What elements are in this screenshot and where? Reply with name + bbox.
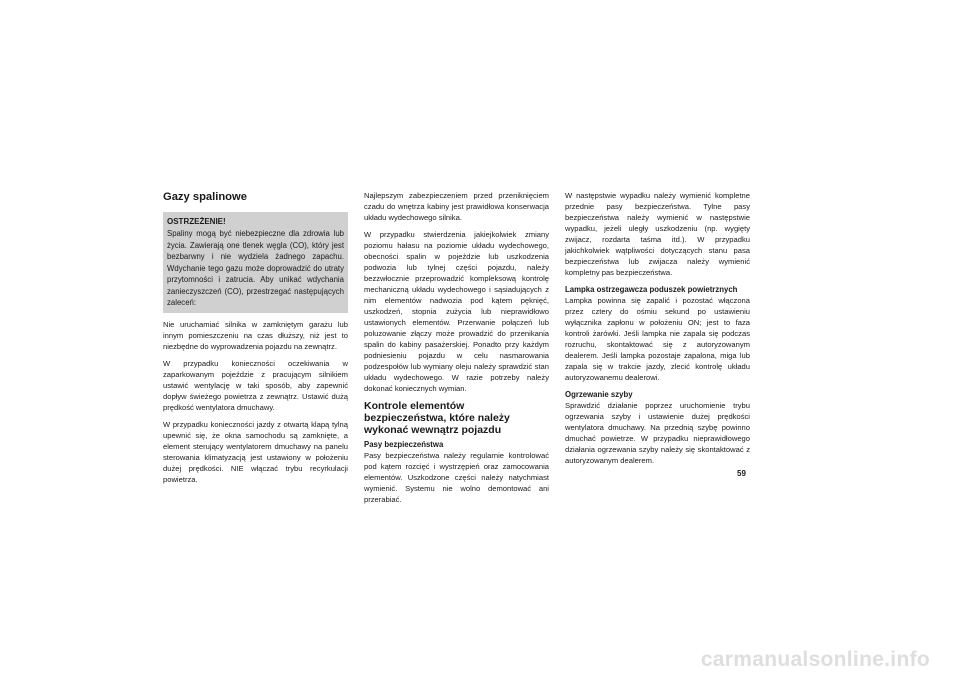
subheading-seat-belts: Pasy bezpieczeństwa xyxy=(364,440,444,449)
subheading-airbag-warning-light: Lampka ostrzegawcza poduszek powietrznych xyxy=(565,285,738,294)
page-number: 59 xyxy=(737,469,746,478)
paragraph: Pasy bezpieczeństwa należy regularnie kontrolować pod kątem rozcięć i wystrzępień oraz zamocowania elementów. Uszkodzone części należy natychmiast wymienić. Systemu nie wolno demontować ani przerabiać. xyxy=(364,451,549,504)
section-heading-safety-checks: Kontrole elementów bezpieczeństwa, które należy wykonać wewnątrz pojazdu xyxy=(364,400,510,436)
paragraph: W przypadku stwierdzenia jakiejkolwiek zmiany poziomu hałasu na poziomie układu wydechowego, obecności spalin w pojeździe lub uszkodzenia podwozia lub tylnej części pojazdu, należy bezzwłocznie przeprowadzić kompleksową kontrolę mechaniczną układu wydechowego i sąsiadujących z nim elementów nadwozia pod kątem pęknięć, uszkodzeń, stopnia zużycia lub nieprawidłowo ustawionych elementów. Przerwanie połączeń lub poluzowanie złączy może prowadzić do przenikania spalin do kabiny pasażerskiej. Ponadto przy każdym podniesieniu pojazdu w celu nasmarowania podzespołów lub wymiany oleju należy sprawdzić stan układu wydechowego. W razie potrzeby należy dokonać koniecznych wymian. xyxy=(364,230,549,393)
paragraph: Lampka powinna się zapalić i pozostać włączona przez cztery do ośmiu sekund po ustawieniu wyłącznika zapłonu w położeniu ON; jest to faza kontroli żarówki. Jeśli lampka nie zapala się podczas rozruchu, skontaktować się z autoryzowanym dealerem. Jeśli lampka pozostaje zapalona, miga lub zapala się w trakcie jazdy, zlecić kontrolę układu autoryzowanemu dealerowi. xyxy=(565,296,750,382)
section-title-exhaust-gases: Gazy spalinowe xyxy=(163,191,247,203)
warning-label: OSTRZEŻENIE! xyxy=(167,217,226,226)
column-2 xyxy=(364,190,549,511)
warning-box xyxy=(163,212,348,313)
column-1 xyxy=(163,190,348,491)
paragraph: Sprawdzić działanie poprzez uruchomienie trybu ogrzewania szyby i ustawienie dużej prędkości wentylatora dmuchawy. Na przednią szybę powinno dmuchać powietrze. W przypadku nieprawidłowego działania ogrzewania szyby należy się skontaktować z autoryzowanym dealerem. xyxy=(565,401,750,465)
paragraph: W następstwie wypadku należy wymienić kompletne przednie pasy bezpieczeństwa. Tylne pasy bezpieczeństwa należy wymienić w następstwie wypadku, jeżeli uległy uszkodzeniu (np. wygięty zwijacz, rozdarta taśma itd.). W przypadku jakichkolwiek wątpliwości dotyczących stanu pasa bezpieczeństwa lub zwijacza należy wymienić kompletny pas bezpieczeństwa. xyxy=(565,191,750,277)
warning-text: Spaliny mogą być niebezpieczne dla zdrowia lub życia. Zawierają one tlenek węgla (CO), który jest bezbarwny i nie wydziela żadnego zapachu. Wdychanie tego gazu może doprowadzić do utraty przytomności i zatrucia. Aby unikać wdychania zanieczyszczeń (CO), przestrzegać następujących zaleceń: xyxy=(167,229,344,307)
paragraph: W przypadku konieczności oczekiwania w zaparkowanym pojeździe z pracującym silnikiem ustawić wentylację w taki sposób, aby zapewnić dopływ świeżego powietrza z zewnątrz. Ustawić dużą prędkość wentylatora dmuchawy. xyxy=(163,358,348,412)
subheading-defrosters: Ogrzewanie szyby xyxy=(565,390,633,399)
paragraph: Nie uruchamiać silnika w zamkniętym garażu lub innym pomieszczeniu na czas dłuższy, niż jest to niezbędne do wyprowadzenia pojazdu na zewnątrz. xyxy=(163,319,348,351)
column-3 xyxy=(565,190,750,472)
footer-watermark: carmanualsonline.info xyxy=(700,648,930,671)
paragraph: W przypadku konieczności jazdy z otwartą klapą tylną upewnić się, że okna samochodu są zamknięte, a element sterujący wentylatorem dmuchawy na panelu sterowania klimatyzacją jest ustawiony w położeniu dużej prędkości. NIE włączać trybu recyrkulacji powietrza. xyxy=(163,419,348,484)
paragraph: Najlepszym zabezpieczeniem przed przeniknięciem czadu do wnętrza kabiny jest prawidłowa konserwacja układu wydechowego silnika. xyxy=(364,191,549,222)
